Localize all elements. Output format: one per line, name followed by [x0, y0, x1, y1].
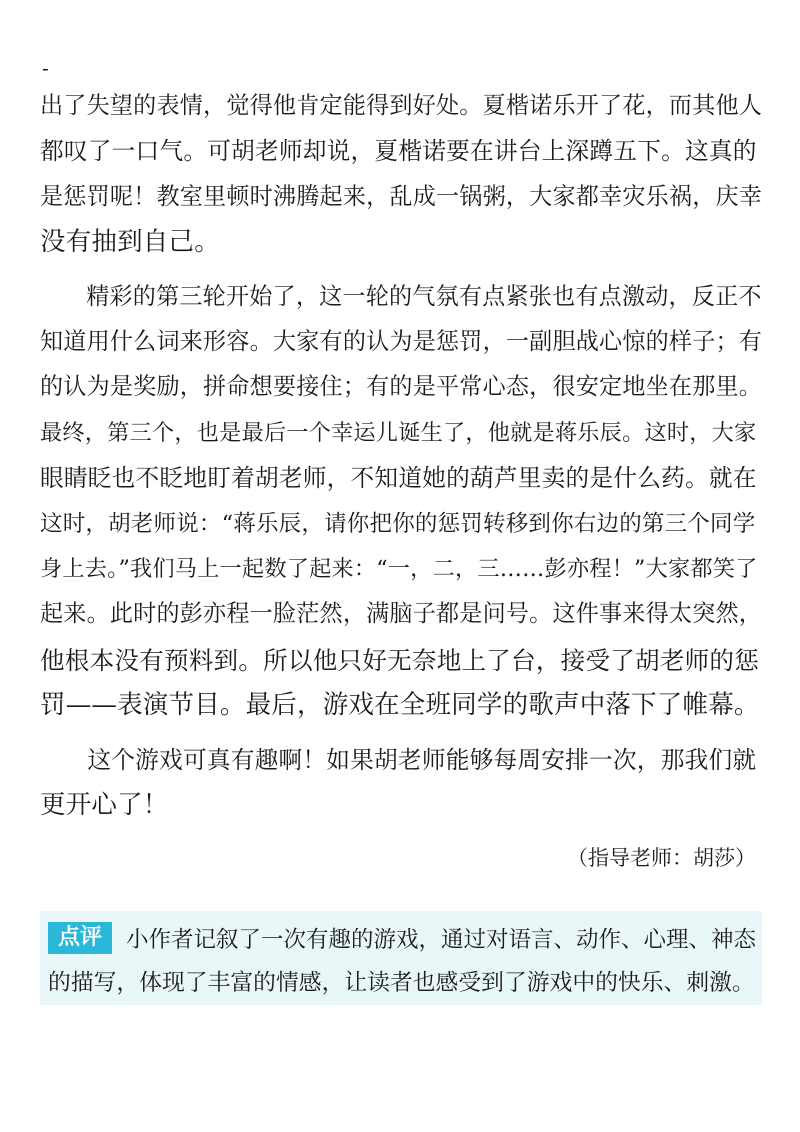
text-line: 他根本没有预料到。所以他只好无奈地上了台，接受了胡老师的惩	[40, 645, 760, 675]
comment-tag: 点评	[48, 922, 112, 954]
text-line: 眼睛眨也不眨地盯着胡老师，不知道她的葫芦里卖的是什么药。就在	[40, 464, 757, 493]
text-line: 起来。此时的彭亦程一脸茫然，满脑子都是问号。这件事来得太突然，	[40, 601, 763, 628]
paragraph-2	[40, 275, 764, 729]
text-line: 知道用什么词来形容。大家有的认为是惩罚，一副胆战心惊的样子；有	[40, 329, 763, 356]
paragraph-3	[40, 738, 764, 829]
text-line: 是惩罚呢！教室里顿时沸腾起来，乱成一锅粥，大家都幸灾乐祸，庆幸	[40, 183, 763, 210]
text-line: 身上去。”我们马上一起数了起来：“一，二，三……彭亦程！”大家都笑了	[40, 556, 758, 583]
text-line: 这时，胡老师说：“蒋乐辰，请你把你的惩罚转移到你右边的第三个同学	[40, 510, 756, 537]
comment-text	[48, 919, 758, 1005]
paragraph-1	[40, 84, 764, 266]
text-line: 出了失望的表情，觉得他肯定能得到好处。夏楷诺乐开了花，而其他人	[40, 93, 763, 119]
text-line: 罚——表演节目。最后，游戏在全班同学的歌声中落下了帷幕。	[40, 690, 760, 721]
comment-line: 小作者记叙了一次有趣的游戏，通过对语言、动作、心理、神态	[126, 927, 757, 953]
text-line: 这个游戏可真有趣啊！如果胡老师能够每周安排一次，那我们就	[87, 745, 757, 774]
text-line: 更开心了！	[40, 790, 169, 821]
text-line: 精彩的第三轮开始了，这一轮的气氛有点紧张也有点激动，反正不	[86, 283, 762, 310]
text-line: 没有抽到自己。	[40, 227, 220, 258]
comment-box	[40, 911, 762, 1005]
advisor-credit: （指导老师：胡莎）	[567, 846, 756, 870]
comment-line: 的描写，体现了丰富的情感，让读者也感受到了游戏中的快乐、刺激。	[48, 970, 755, 996]
text-line: 都叹了一口气。可胡老师却说，夏楷诺要在讲台上深蹲五下。这真的	[40, 137, 757, 166]
page-top-mark: -	[42, 56, 49, 80]
text-line: 最终，第三个，也是最后一个幸运儿诞生了，他就是蒋乐辰。这时，大家	[40, 419, 757, 446]
text-line: 的认为是奖励，拼命想要接住；有的是平常心态，很安定地坐在那里。	[40, 374, 763, 401]
article-body	[40, 84, 764, 829]
